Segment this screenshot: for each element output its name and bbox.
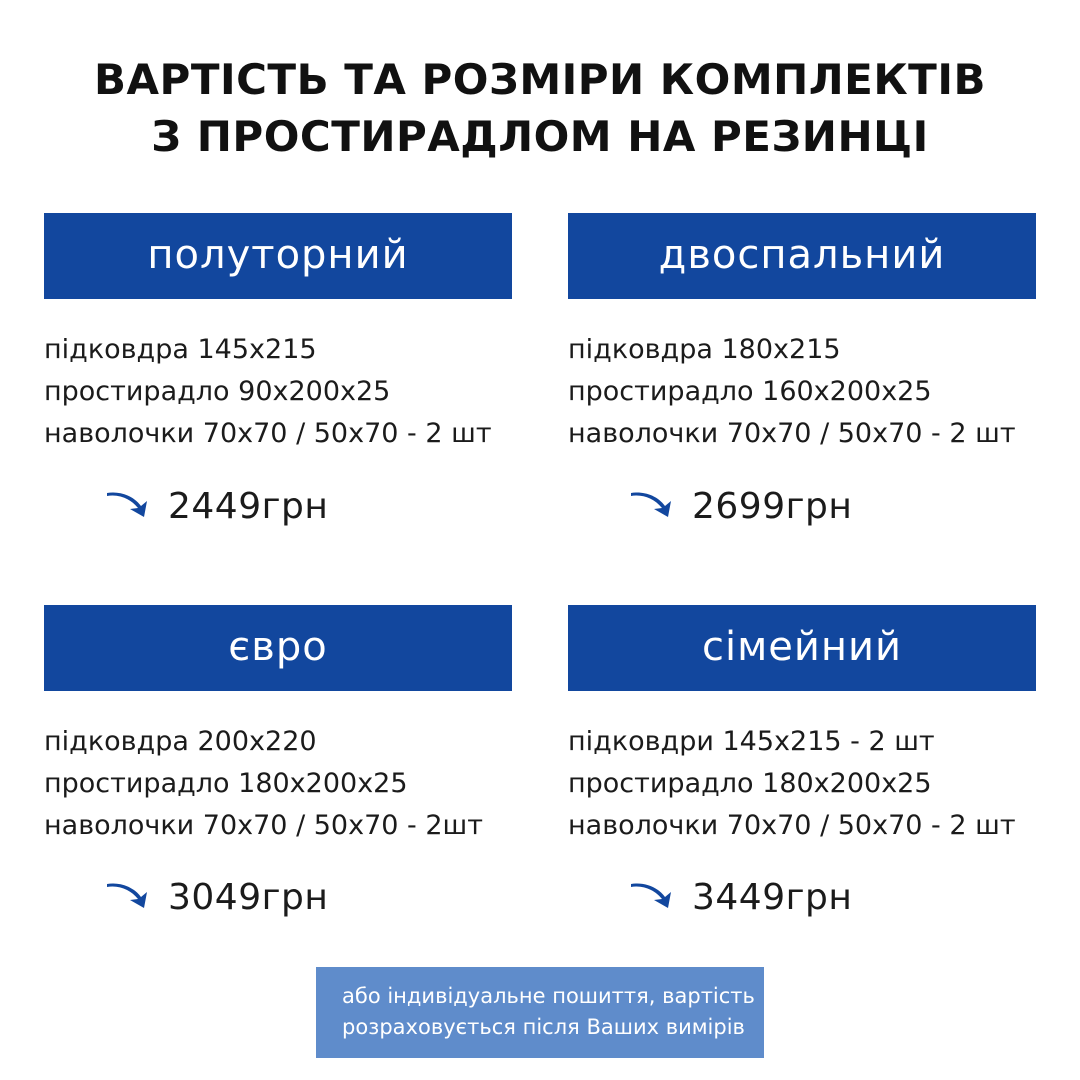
package-price: 2449грн (168, 485, 329, 527)
packages-grid (44, 213, 1036, 919)
package-price-row (568, 877, 1036, 919)
package-title: двоспальний (568, 213, 1036, 299)
package-card-yevro (44, 605, 512, 917)
spec-fitted-sheet: простирадло 180х200х25 (44, 767, 408, 799)
package-specs (44, 329, 512, 455)
package-title: євро (44, 605, 512, 691)
custom-order-note-line-1: або індивідуальне пошиття, вартість (342, 984, 755, 1009)
spec-fitted-sheet: простирадло 90х200х25 (44, 376, 391, 408)
package-price: 2699грн (692, 485, 853, 527)
package-card-dvospalnyi (568, 213, 1036, 525)
package-price-row (44, 485, 512, 527)
package-title: сімейний (568, 605, 1036, 691)
spec-pillowcases: наволочки 70х70 / 50х70 - 2шт (44, 809, 483, 841)
arrow-right-curved-icon (106, 883, 150, 913)
page-title (44, 52, 1036, 165)
spec-fitted-sheet: простирадло 180х200х25 (568, 767, 932, 799)
spec-duvet-cover: підковдри 145х215 - 2 шт (568, 725, 935, 757)
spec-pillowcases: наволочки 70х70 / 50х70 - 2 шт (44, 418, 492, 450)
spec-duvet-cover: підковдра 180х215 (568, 334, 841, 366)
package-specs (44, 721, 512, 847)
arrow-right-curved-icon (106, 492, 150, 522)
arrow-right-curved-icon (630, 883, 674, 913)
package-card-polutornyi (44, 213, 512, 525)
package-price: 3049грн (168, 877, 329, 919)
page-title-line-1: ВАРТІСТЬ ТА РОЗМІРИ КОМПЛЕКТІВ (94, 55, 986, 104)
custom-order-note-line-2: розраховується після Ваших вимірів (342, 1014, 745, 1039)
package-specs (568, 721, 1036, 847)
page-title-line-2: З ПРОСТИРАДЛОМ НА РЕЗИНЦІ (151, 111, 929, 161)
package-price: 3449грн (692, 877, 853, 919)
spec-pillowcases: наволочки 70х70 / 50х70 - 2 шт (568, 418, 1016, 450)
spec-fitted-sheet: простирадло 160х200х25 (568, 376, 932, 408)
arrow-right-curved-icon (630, 492, 674, 522)
package-price-row (44, 877, 512, 919)
spec-pillowcases: наволочки 70х70 / 50х70 - 2 шт (568, 809, 1016, 841)
package-price-row (568, 485, 1036, 527)
spec-duvet-cover: підковдра 145х215 (44, 334, 317, 366)
package-specs (568, 329, 1036, 455)
spec-duvet-cover: підковдра 200х220 (44, 725, 317, 757)
package-title: полуторний (44, 213, 512, 299)
package-card-simeinyi (568, 605, 1036, 917)
custom-order-note (316, 967, 764, 1058)
